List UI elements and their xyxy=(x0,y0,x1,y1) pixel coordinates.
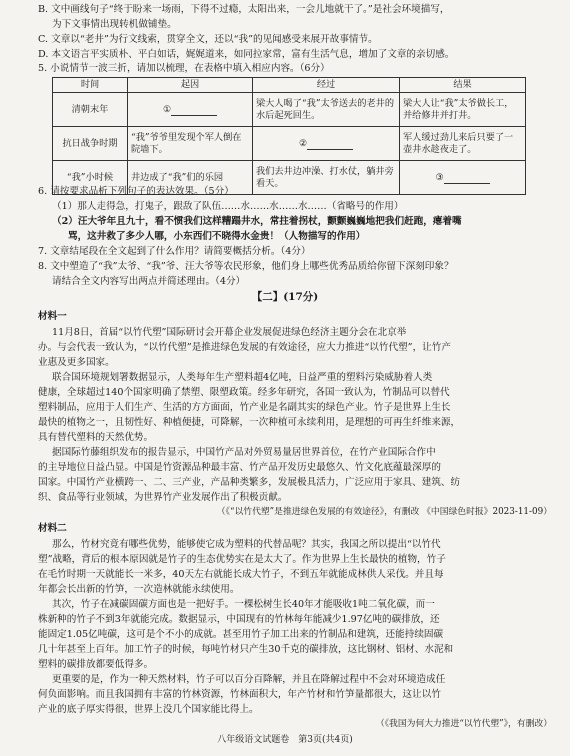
row3-process: 我们去井边冲澡、打水仗，躺井旁看天。 xyxy=(253,161,400,195)
material-1-title: 材料一 xyxy=(38,311,67,322)
m2-line: 更重要的是，作为一种天然材料，竹子可以百分百降解，并且在降解过程中不会对环境造成任 xyxy=(52,674,446,685)
m2-line: 能固定1.05亿吨碳，这可是个不小的成就。甚至用竹子加工出来的竹制品和建筑，还能持续固碳 xyxy=(38,629,444,640)
m1-line: 据国际竹藤组织发布的报告显示，中国竹产品对外贸易量居世界首位，在竹产业国际合作中 xyxy=(52,447,436,458)
question-5: 5. 小说情节一波三折，请加以梳理，在表格中填入相应内容。（6分） xyxy=(38,63,330,74)
row2-result: 军人缓过劲儿来后只要了一壶井水趁夜走了。 xyxy=(400,127,526,161)
m2-line: 年都会长出新的竹笋，一次造林就能永续使用。 xyxy=(38,584,240,595)
page-footer: 八年级语文试题卷 第3页(共4页) xyxy=(217,734,353,745)
m1-line: 办。与会代表一致认为，“以竹代塑”是推进绿色发展的有效途径，应大力推进“以竹代塑”，让竹产 xyxy=(38,342,451,353)
question-6: 6. 请按要求品析下列句子的表达效果。（5分） xyxy=(38,186,234,197)
option-b-line2: 为下文事情出现转机做铺垫。 xyxy=(52,19,177,30)
m1-line: 最快的植物之一，且韧性好、种植便捷，可降解，一次种植可永续利用，是理想的可再生纤维来源， xyxy=(38,417,461,428)
question-8-line1: 8. 文中塑造了“我”太爷、“我”爷、汪大爷等农民形象，他们身上哪些优秀品质给你留下深刻印象？ xyxy=(38,261,454,272)
m2-line: 其次，竹子在减碳固碳方面也是一把好手。一棵松树生长40年才能吸收1吨二氧化碳，而一 xyxy=(52,599,435,610)
m1-line: 塑料制品，应用于人们生产、生活的方方面面，竹产业是名副其实的绿色产业。竹子是世界上生长 xyxy=(38,402,451,413)
question-7: 7. 文章结尾段在全文起到了什么作用？请简要概括分析。（4分） xyxy=(38,246,311,257)
row3-time: “我”小时候 xyxy=(53,161,128,195)
m1-line: 国家。中国竹产业横跨一、二、三产业，产品种类繁多，发展极具活力，广泛应用于家具、建筑、纺 xyxy=(38,477,461,488)
question-8-line2: 请结合全文内容写出两点并简述理由。（4分） xyxy=(52,276,246,287)
question-6-2-line2: 骂，这井救了多少人哪，小东西们不晓得水金贵！（人物描写的作用） xyxy=(68,231,366,242)
m2-line: 塑料的碳排放都要低得多。 xyxy=(38,659,154,670)
m2-line: 株新种的竹子不到3年就能完成。数据显示，中国现有的竹林每年能减少1.97亿吨的碳排放，还 xyxy=(38,614,440,625)
row1-time: 清朝末年 xyxy=(53,93,128,127)
m2-line: 何负面影响。而且我国拥有丰富的竹林资源，竹林面积大，年产竹材和竹笋量都很大，这让以竹 xyxy=(38,689,441,700)
answer-blank-2[interactable] xyxy=(307,140,353,150)
m2-line: 塑”战略，背后的根本原因就是竹子的生态优势实在是太大了。作为世界上生长最快的植物，竹子 xyxy=(38,554,446,565)
material-2-title: 材料二 xyxy=(38,523,67,534)
m1-line: 业惠及更多国家。 xyxy=(38,357,115,368)
answer-blank-1[interactable] xyxy=(171,106,217,116)
header-cause: 起因 xyxy=(128,78,253,93)
row1-process: 梁大人喝了“我”太爷送去的老井的水后起死回生。 xyxy=(253,93,400,127)
answer-blank-3[interactable] xyxy=(444,174,490,184)
option-c: C. 文章以“老井”为行文线索，贯穿全文，还以“我”的见闻感受来展开故事情节。 xyxy=(38,34,378,45)
row2-cause: “我”爷爷里发现个军人倒在院墙下。 xyxy=(128,127,253,161)
m1-line: 具有替代塑料的天然优势。 xyxy=(38,432,154,443)
row1-cause-blank[interactable] xyxy=(128,93,253,127)
blank-marker-2: ② xyxy=(298,138,308,149)
option-b-line1: B. 文中画线句子“终于盼来一场雨，下得不过瘾，太阳出来，一会儿地就干了。”是社会环境描写， xyxy=(38,4,450,15)
m1-line: 健康，全球超过140个国家明确了禁塑、限塑政策。经多年研究，各国一致认为，竹制品可以替代 xyxy=(38,387,450,398)
header-process: 经过 xyxy=(253,78,400,93)
material-1-source: （《“以竹代塑”是推进绿色发展的有效途径》，有删改 《中国绿色时报》2023-11-09） xyxy=(216,507,552,517)
section-heading: 【二】(17分) xyxy=(251,291,319,303)
row1-result: 梁大人让“我”太爷做长工，并给修井并打井。 xyxy=(400,93,526,127)
m2-line: 那么，竹材究竟有哪些优势，能够使它成为塑料的代替品呢？其实，我国之所以提出“以竹代 xyxy=(52,539,441,550)
m1-line: 11月8日，首届“以竹代塑”国际研讨会开幕企业发展促进绿色经济主题分会在北京举 xyxy=(52,327,407,338)
m2-line: 产业的底子厚实得很，世界上没几个国家能比得上。 xyxy=(38,704,259,715)
row2-process-blank[interactable] xyxy=(253,127,400,161)
material-2-source: （《我国为何大力推进“以竹代塑”》，有删改） xyxy=(375,719,552,729)
option-d: D. 本文语言平实质朴、平白如话，娓娓道来，如同拉家常，富有生活气息，增加了文章的亲切感。 xyxy=(38,49,455,60)
row2-time: 抗日战争时期 xyxy=(53,127,128,161)
m1-line: 联合国环境规划署数据显示，人类每年生产塑料超4亿吨，日益严重的塑料污染威胁着人类 xyxy=(52,372,433,383)
row3-cause: 井边成了“我”们的乐园 xyxy=(128,161,253,195)
m2-line: 几十年甚至上百年。加工竹子的时候，每吨竹材只产生30千克的碳排放，这比钢材、铝材、水泥和 xyxy=(38,644,454,655)
plot-table xyxy=(52,77,526,195)
m1-line: 的主导地位日益凸显。中国是竹资源品种最丰富、竹产品开发历史最悠久、竹文化底蕴最深厚的 xyxy=(38,462,441,473)
m1-line: 织、食品等行业领域，为世界竹产业发展作出了积极贡献。 xyxy=(38,492,288,503)
blank-marker-3: ③ xyxy=(435,172,444,183)
question-6-1: （1）那人走得急，打鬼子，跟敌了队伍……水……水……水……（省略号的作用） xyxy=(52,201,404,212)
header-time: 时间 xyxy=(53,78,128,93)
blank-marker-1: ① xyxy=(162,104,172,115)
m2-line: 在毛竹时期一天就能长一米多，40天左右就能长成大竹子，不到五年就能成林供人采伐。并且每 xyxy=(38,569,444,580)
header-result: 结果 xyxy=(400,78,526,93)
question-6-2-line1: （2）汪大爷年且九十，看不惯我们这样糟蹋井水，常拄着拐杖，颤颤巍巍地把我们赶跑，瘪着嘴 xyxy=(52,216,462,227)
